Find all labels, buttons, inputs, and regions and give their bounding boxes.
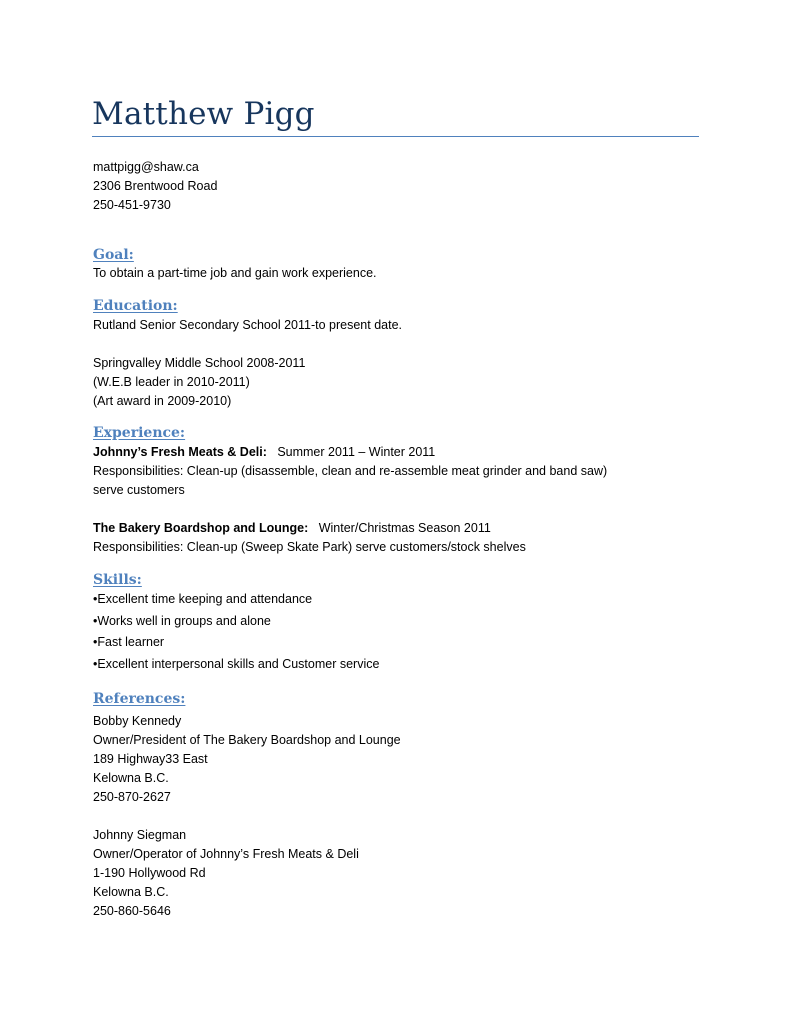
reference-city: Kelowna B.C. [93, 771, 169, 785]
reference-phone: 250-870-2627 [93, 790, 171, 804]
job-employer: Johnny’s Fresh Meats & Deli: [93, 445, 267, 459]
education-heading: Education: [93, 298, 178, 314]
contact-phone: 250-451-9730 [93, 198, 171, 212]
title-divider [92, 136, 699, 137]
job-header [93, 443, 607, 462]
education-line: Rutland Senior Secondary School 2011-to present date. [93, 318, 402, 332]
experience-block [93, 443, 607, 557]
skill-item: •Excellent interpersonal skills and Customer service [93, 656, 380, 671]
job-employer: The Bakery Boardshop and Lounge: [93, 521, 309, 535]
goal-text: To obtain a part-time job and gain work experience. [93, 266, 377, 280]
reference-title: Owner/President of The Bakery Boardshop and Lounge [93, 733, 401, 747]
job-responsibilities: Responsibilities: Clean-up (Sweep Skate Park) serve customers/stock shelves [93, 540, 526, 554]
job-responsibilities: serve customers [93, 483, 185, 497]
education-line: (W.E.B leader in 2010-2011) [93, 375, 250, 389]
resume-name: Matthew Pigg [92, 96, 315, 132]
reference-name: Johnny Siegman [93, 828, 187, 842]
reference-name: Bobby Kennedy [93, 714, 182, 728]
reference-city: Kelowna B.C. [93, 885, 169, 899]
experience-spacer [93, 500, 607, 519]
skill-item: •Works well in groups and alone [93, 613, 271, 628]
goal-block [93, 264, 377, 283]
contact-block [93, 158, 217, 215]
references-block [93, 712, 401, 921]
reference-address: 189 Highway33 East [93, 752, 208, 766]
contact-address: 2306 Brentwood Road [93, 179, 218, 193]
skill-item: •Excellent time keeping and attendance [93, 592, 313, 606]
education-block [93, 316, 402, 411]
references-spacer [93, 807, 401, 826]
skills-heading: Skills: [93, 572, 142, 588]
contact-email: mattpigg@shaw.ca [93, 160, 199, 174]
skill-item: •Fast learner [93, 635, 165, 649]
job-dates: Winter/Christmas Season 2011 [318, 521, 491, 535]
goal-heading: Goal: [93, 247, 134, 263]
reference-phone: 250-860-5646 [93, 904, 171, 918]
education-spacer [93, 335, 402, 354]
experience-heading: Experience: [93, 425, 186, 441]
references-heading: References: [93, 691, 186, 707]
education-line: (Art award in 2009-2010) [93, 394, 232, 408]
job-header [93, 519, 607, 538]
job-dates: Summer 2011 – Winter 2011 [277, 445, 436, 459]
reference-address: 1-190 Hollywood Rd [93, 866, 206, 880]
job-responsibilities: Responsibilities: Clean-up (disassemble, clean and re-assemble meat grinder and band saw) [93, 464, 608, 478]
skills-list [93, 589, 379, 675]
reference-title: Owner/Operator of Johnny’s Fresh Meats & Deli [93, 847, 359, 861]
education-line: Springvalley Middle School 2008-2011 [93, 356, 306, 370]
